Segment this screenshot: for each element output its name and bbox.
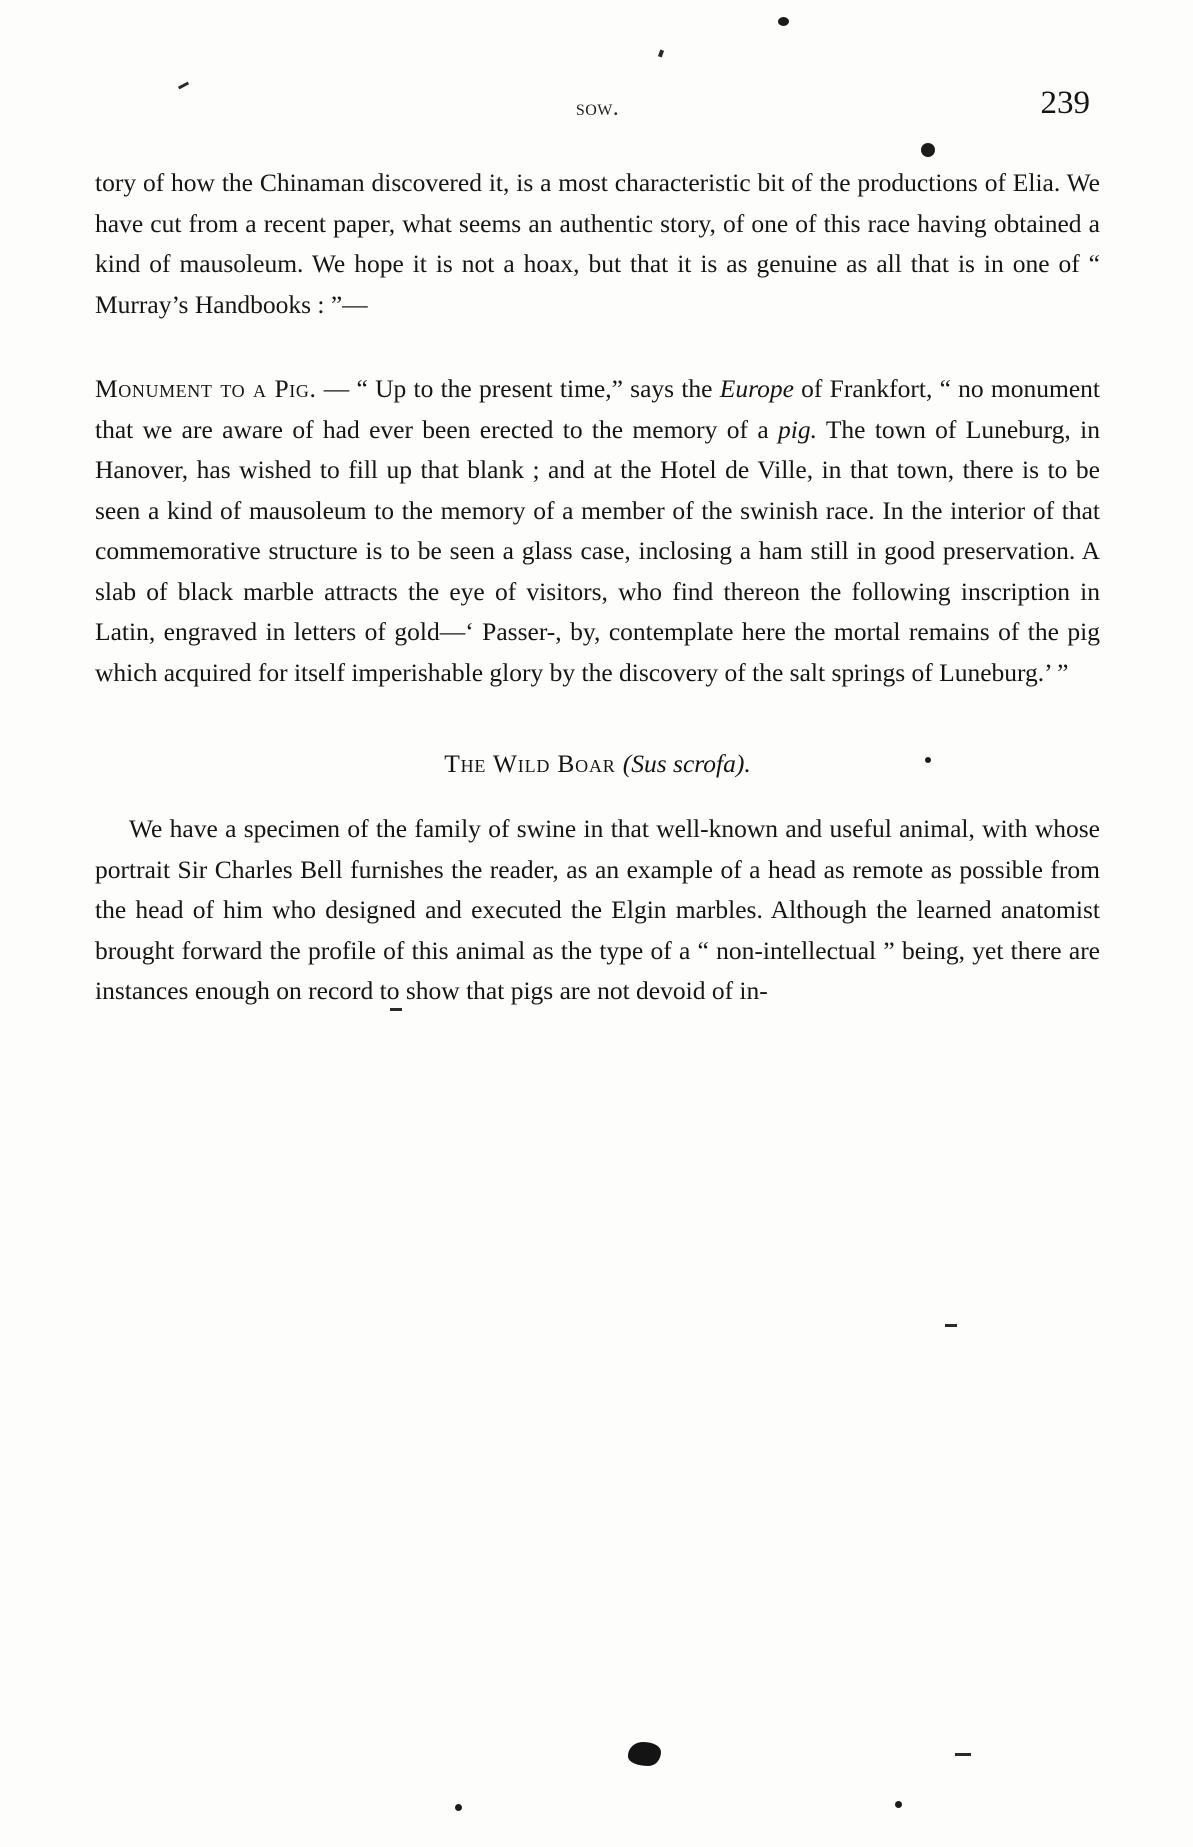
paragraph-chinaman: tory of how the Chinaman discovered it, is a most characteristic bit of the productions of Elia. We have cut from a recent paper, what seems an authentic story, of one of this race having obtained a kind of mausoleum. We hope it is not a hoax, but that it is as genuine as all that is in one of “ Murray’s Handbooks : ”— xyxy=(95,168,1100,319)
section-heading-species: (Sus scrofa). xyxy=(622,749,751,778)
paragraph-spacer-1 xyxy=(95,325,1100,369)
monument-heading: Monument to a Pig. xyxy=(95,374,317,403)
monument-text-2: of Frankfort, “ no monument that we are aware of had ever been erected to the memory of a xyxy=(95,374,1101,444)
ink-tick-top xyxy=(658,50,664,58)
section-heading-spacer xyxy=(95,779,1100,809)
paragraph-monument xyxy=(95,369,1100,693)
ink-tick-bottom-right xyxy=(955,1753,971,1756)
section-heading-wild-boar xyxy=(95,749,1100,779)
monument-text-1: “ Up to the present time,” says the xyxy=(356,374,720,403)
page-number: 239 xyxy=(1040,85,1090,121)
page-content xyxy=(95,85,1100,1012)
ink-speck-bottom-left xyxy=(455,1804,462,1811)
ink-speck-top xyxy=(778,17,789,26)
monument-dash: — xyxy=(316,374,357,403)
running-head: sow. xyxy=(575,95,620,120)
ink-tick-lower-right xyxy=(945,1324,957,1327)
section-spacer xyxy=(95,693,1100,749)
monument-italic-europe: Europe xyxy=(719,374,794,403)
monument-italic-pig: pig. xyxy=(777,414,817,444)
ink-blot-bottom xyxy=(628,1742,661,1766)
ink-speck-bottom-right xyxy=(895,1801,902,1808)
paragraph-wild-boar: We have a specimen of the family of swine in that well-known and useful animal, with whose portrait Sir Charles Bell furnishes the reader, as an example of a head as remote as possible from the head of him who designed and executed the Elgin marbles. Although the learned anatomist brought forward the profile of this animal as the type of a “ non-intellectual ” being, yet there are instances enough on record to show that pigs are not devoid of in- xyxy=(95,814,1100,1005)
monument-text-3: The town of Luneburg, in Hanover, has wished to fill up that blank ; and at the Hotel de Ville, in that town, there is to be seen a kind of mausoleum to the memory of a member of the swinish race. In the interior of that commemorative structure is to be seen a glass case, inclosing a ham still in good preservation. A slab of black marble attracts the eye of visitors, who find thereon the following inscription in Latin, engraved in letters of gold—‘ Passer-, by, contemplate here the mortal remains of the pig which acquired for itself imperishable glory by the discovery of the salt springs of Luneburg.’ ” xyxy=(95,414,1100,687)
page-header xyxy=(95,85,1100,145)
section-heading-main: The Wild Boar xyxy=(444,749,623,778)
